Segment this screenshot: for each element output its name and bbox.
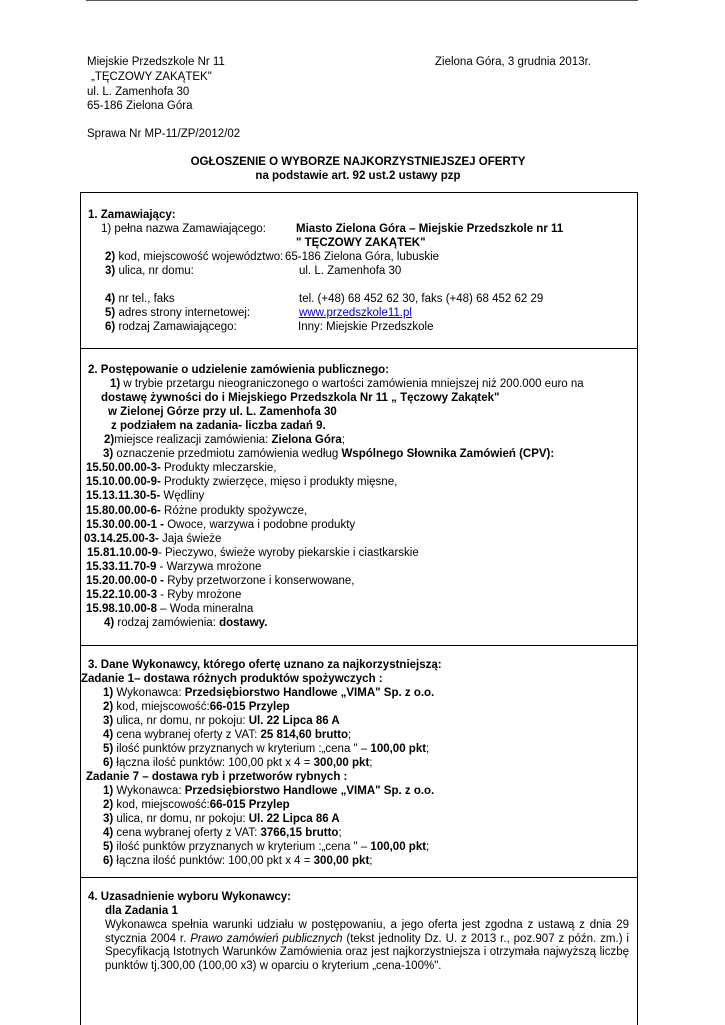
section-1-box xyxy=(80,192,638,349)
cpv-item: 15.20.00.00-0 - Ryby przetworzone i konserwowane, xyxy=(86,575,355,587)
cpv-item: 15.50.00.00-3- Produkty mleczarskie, xyxy=(86,462,277,474)
section-1-heading: 1. Zamawiający: xyxy=(88,209,176,221)
s2-point3: 3) oznaczenie przedmiotu zamówienia według Wspólnego Słownika Zamówień (CPV): xyxy=(103,448,555,460)
top-rule xyxy=(86,0,638,1)
s1-row1-value2: " TĘCZOWY ZAKĄTEK" xyxy=(296,237,426,249)
cpv-item: 15.10.00.00-9- Produkty zwierzęce, mięso i produkty mięsne, xyxy=(86,476,398,488)
section-3-heading: 3. Dane Wykonawcy, którego ofertę uznano za najkorzystniejszą: xyxy=(88,659,442,671)
justification-text: Wykonawca spełnia warunki udziału w postępowaniu, a jego oferta jest zgodna z ustawą z dnia 29 stycznia 2004 r. Prawo zamówień publicznych (tekst jednolity Dz. U. z 2013 r., poz.907 z późn. zm.) i Specyfikacją Istotnych Warunków Zamówienia oraz jest najkorzystniejsza i otrzymała najwyższą liczbę punktów tj.300,00 (100,00 x3) w oparciu o kryterium „cena-100%". xyxy=(105,919,629,972)
s2-point1-division: z podziałem na zadania- liczba zadań 9. xyxy=(111,420,326,432)
cpv-item: 15.80.00.00-6- Różne produkty spożywcze, xyxy=(86,505,308,517)
task-1-item: 6) łączna ilość punktów: 100,00 pkt x 4 = 300,00 pkt; xyxy=(103,757,373,769)
section-2-heading: 2. Postępowanie o udzielenie zamówienia publicznego: xyxy=(88,364,389,376)
s1-row6-value: Inny: Miejskie Przedszkole xyxy=(298,321,434,333)
cpv-item: 15.22.10.00-3 - Ryby mrożone xyxy=(86,589,242,601)
s1-row1-label: 1) pełna nazwa Zamawiającego: xyxy=(101,223,266,235)
s2-point4: 4) rodzaj zamówienia: dostawy. xyxy=(104,617,268,629)
s1-row6: 6) rodzaj Zamawiającego: xyxy=(105,321,237,333)
section-2-box xyxy=(80,348,638,646)
task-7-item: 4) cena wybranej oferty z VAT: 3766,15 brutto; xyxy=(103,827,342,839)
cpv-item: 15.13.11.30-5- Wędliny xyxy=(86,490,205,502)
s1-row5: 5) adres strony internetowej: xyxy=(105,307,251,319)
task-7-heading: Zadanie 7 – dostawa ryb i przetworów rybnych : xyxy=(86,771,348,783)
place-date: Zielona Góra, 3 grudnia 2013r. xyxy=(435,56,591,68)
document-title: OGŁOSZENIE O WYBORZE NAJKORZYSTNIEJSZEJ OFERTY xyxy=(190,156,526,168)
task-1-item: 2) kod, miejscowość:66-015 Przylep xyxy=(103,701,290,713)
task-7-item: 5) ilość punktów przyznanych w kryterium :„cena " – 100,00 pkt; xyxy=(103,841,430,853)
task-7-item: 6) łączna ilość punktów: 100,00 pkt x 4 = 300,00 pkt; xyxy=(103,855,373,867)
s1-row4-value: tel. (+48) 68 452 62 30, faks (+48) 68 452 62 29 xyxy=(299,293,544,305)
task-1-heading: Zadanie 1– dostawa różnych produktów spożywczych : xyxy=(81,673,383,685)
s2-point1-address: w Zielonej Górze przy ul. L. Zamenhofa 30 xyxy=(108,406,337,418)
s1-row3: 3) ulica, nr domu: xyxy=(105,265,194,277)
task-7-item: 3) ulica, nr domu, nr pokoju: Ul. 22 Lipca 86 A xyxy=(103,813,340,825)
task-1-item: 3) ulica, nr domu, nr pokoju: Ul. 22 Lipca 86 A xyxy=(103,715,340,727)
document-subtitle: na podstawie art. 92 ust.2 ustawy pzp xyxy=(255,170,461,182)
task-1-item: 4) cena wybranej oferty z VAT: 25 814,60 brutto; xyxy=(103,729,352,741)
section-4-subheading: dla Zadania 1 xyxy=(105,905,178,917)
cpv-item: 15.33.11.70-9 - Warzywa mrożone xyxy=(86,561,262,573)
cpv-item: 15.81.10.00-9- Pieczywo, świeże wyroby piekarskie i ciastkarskie xyxy=(87,547,419,559)
task-1-item: 5) ilość punktów przyznanych w kryterium :„cena " – 100,00 pkt; xyxy=(103,743,430,755)
section-4-heading: 4. Uzasadnienie wyboru Wykonawcy: xyxy=(88,891,292,903)
s2-point1-subject: dostawę żywności do i Miejskiego Przedszkola Nr 11 „ Tęczowy Zakątek" xyxy=(101,392,500,404)
s1-row1-value: Miasto Zielona Góra – Miejskie Przedszkole nr 11 xyxy=(296,223,564,235)
task-7-item: 2) kod, miejscowość:66-015 Przylep xyxy=(103,799,290,811)
cpv-item: 03.14.25.00-3- Jaja świeże xyxy=(84,533,222,545)
s1-row2-value: 65-186 Zielona Góra, lubuskie xyxy=(285,251,440,263)
website-link[interactable]: www.przedszkole11.pl xyxy=(299,307,412,319)
section-3-box xyxy=(80,645,638,878)
s2-point1: 1) w trybie przetargu nieograniczonego o wartości zamówienia mniejszej niż 200.000 euro na xyxy=(110,378,584,390)
cpv-item: 15.98.10.00-8 – Woda mineralna xyxy=(86,603,254,615)
org-street: ul. L. Zamenhofa 30 xyxy=(87,86,190,98)
s1-row2: 2) kod, miejscowość województwo: xyxy=(105,251,284,263)
org-city: 65-186 Zielona Góra xyxy=(87,100,193,112)
case-number: Sprawa Nr MP-11/ZP/2012/02 xyxy=(87,128,241,140)
s2-point2: 2)miejsce realizacji zamówienia: Zielona Góra; xyxy=(104,434,345,446)
section-4-box xyxy=(80,877,638,1025)
org-name: Miejskie Przedszkole Nr 11 xyxy=(87,56,225,68)
task-1-item: 1) Wykonawca: Przedsiębiorstwo Handlowe „VIMA" Sp. z o.o. xyxy=(103,687,435,699)
task-7-item: 1) Wykonawca: Przedsiębiorstwo Handlowe „VIMA" Sp. z o.o. xyxy=(103,785,435,797)
s1-row4: 4) nr tel., faks xyxy=(105,293,175,305)
cpv-item: 15.30.00.00-1 - Owoce, warzywa i podobne produkty xyxy=(86,519,356,531)
org-subtitle: „TĘCZOWY ZAKĄTEK" xyxy=(91,71,212,83)
s1-row3-value: ul. L. Zamenhofa 30 xyxy=(299,265,402,277)
